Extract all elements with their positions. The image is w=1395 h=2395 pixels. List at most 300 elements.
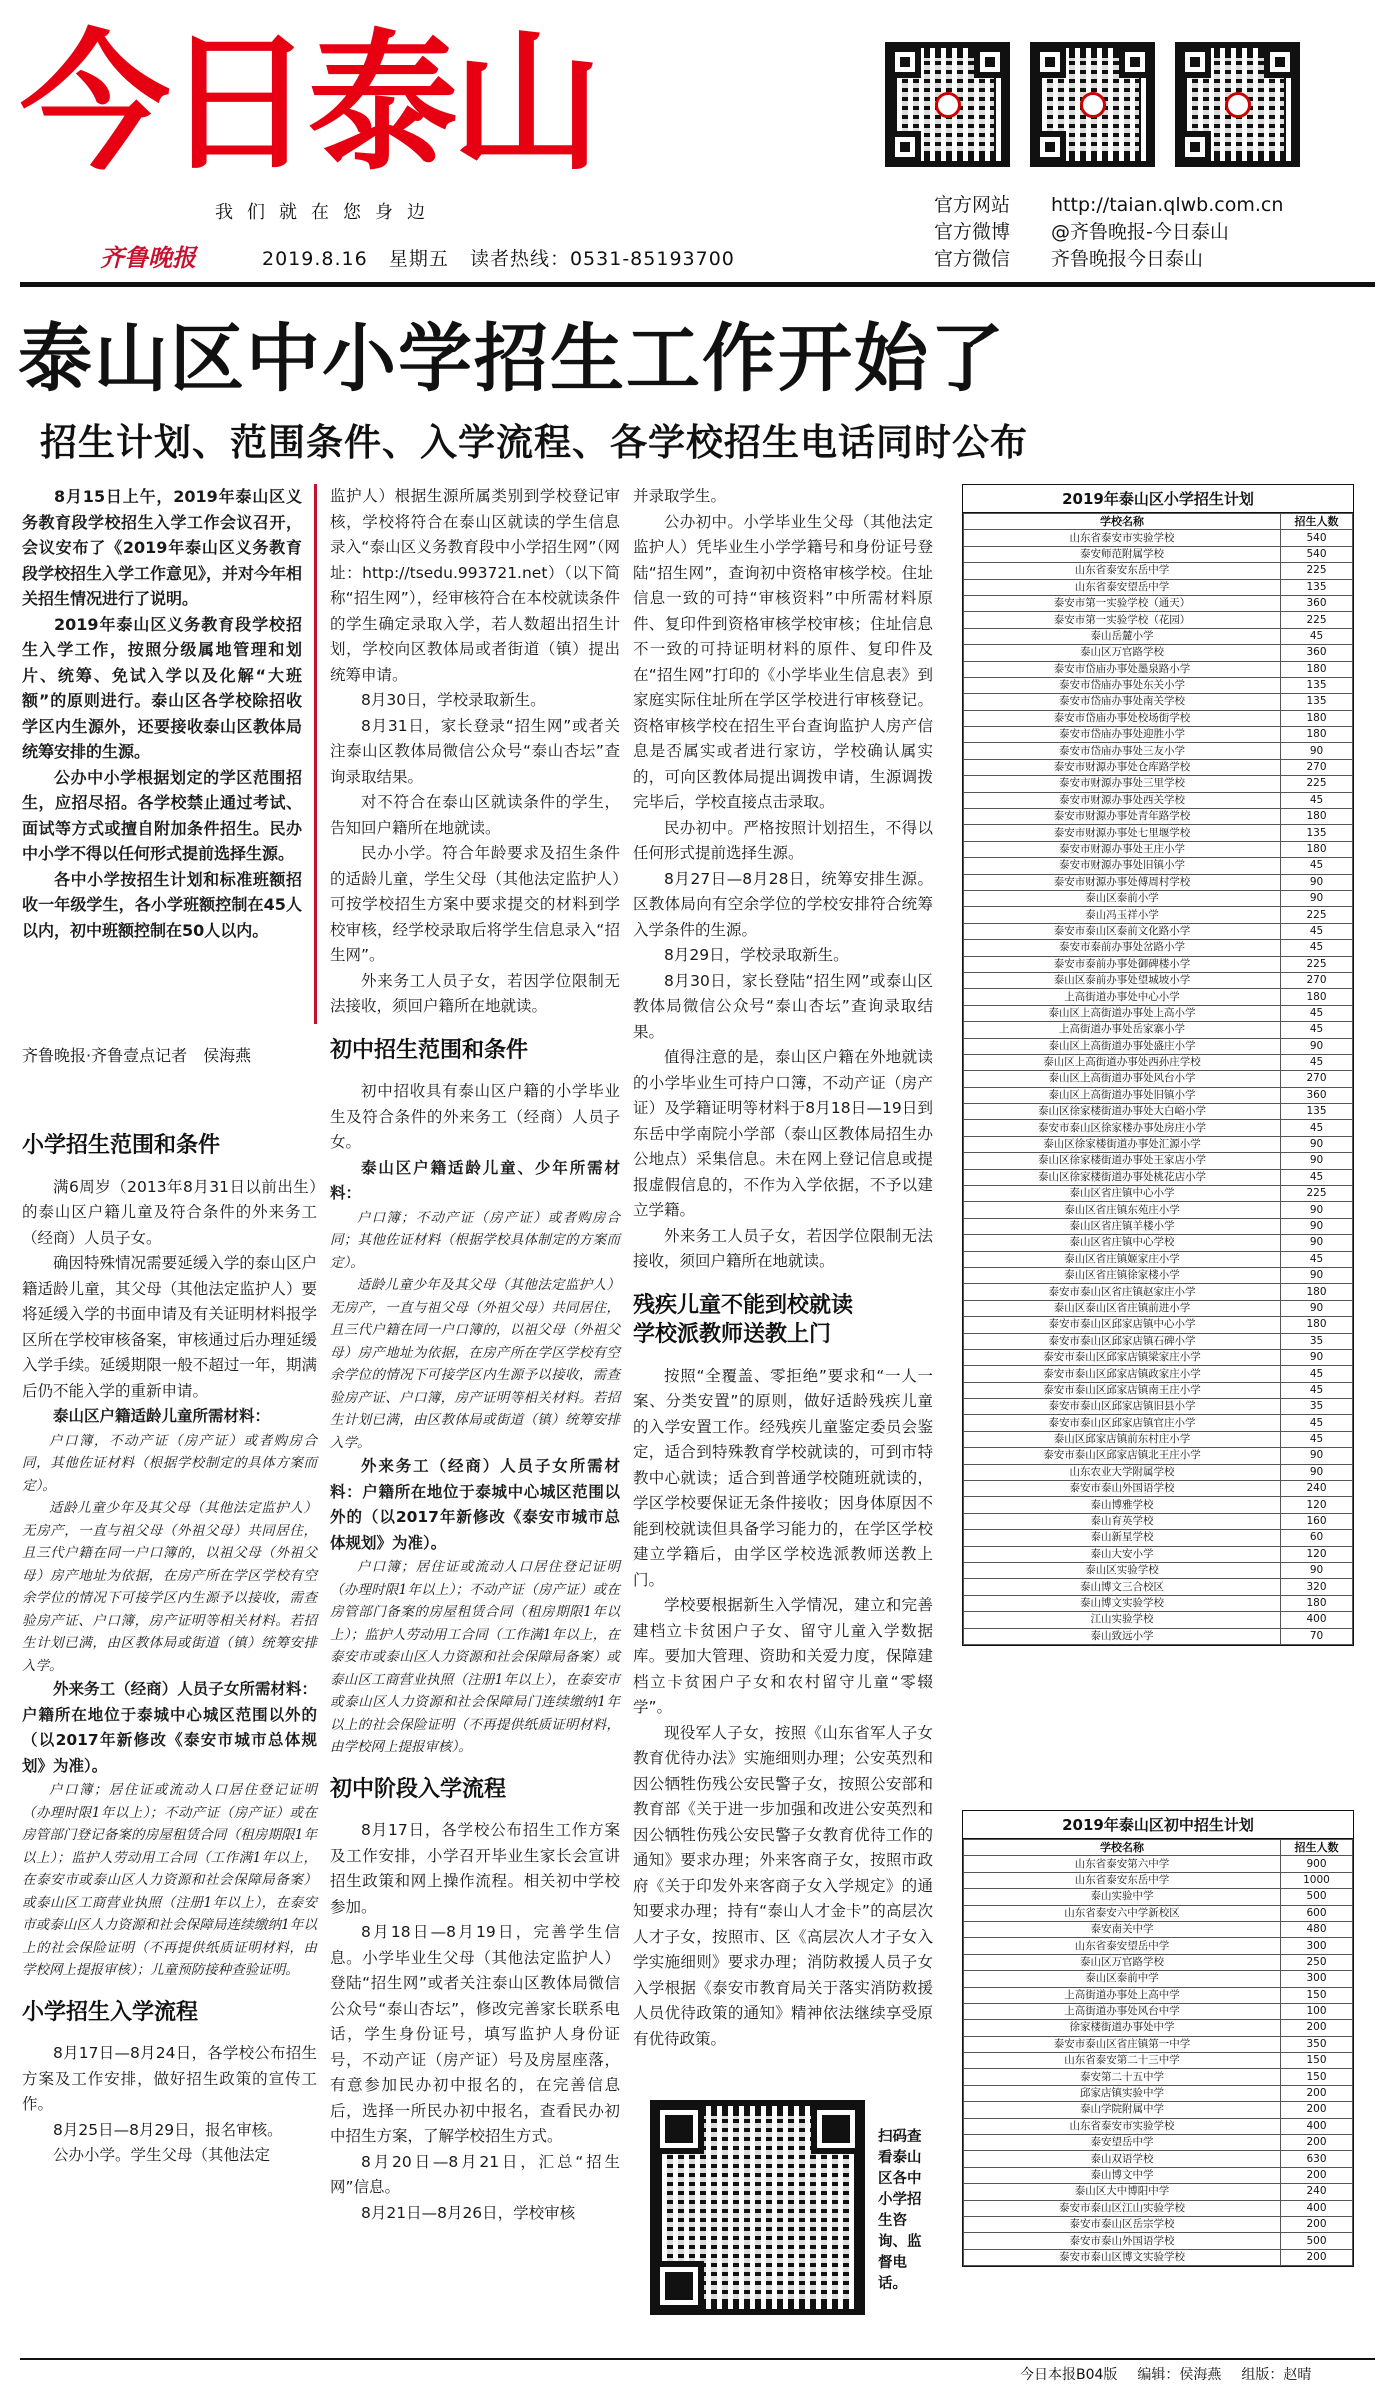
enrollment-cell: 900 <box>1281 1856 1353 1872</box>
enrollment-cell: 225 <box>1281 563 1353 579</box>
table-row <box>964 1251 1353 1267</box>
headline: 泰山区中小学招生工作开始了 <box>18 316 1006 402</box>
school-name-cell: 泰安市泰山区邱家店镇北王庄小学 <box>964 1448 1281 1464</box>
school-name-cell: 泰山区万官路学校 <box>964 1954 1281 1970</box>
enrollment-cell: 35 <box>1281 1399 1353 1415</box>
section-heading: 学校派教师送教上门 <box>633 1322 832 1347</box>
enrollment-cell: 540 <box>1281 546 1353 562</box>
table-row <box>964 759 1353 775</box>
paragraph: 公办小学。学生父母（其他法定 <box>53 2146 271 2164</box>
table-row <box>964 1136 1353 1152</box>
enrollment-cell: 180 <box>1281 1317 1353 1333</box>
enrollment-cell: 90 <box>1281 890 1353 906</box>
school-name-cell: 泰山岳麓小学 <box>964 628 1281 644</box>
table-row <box>964 2085 1353 2101</box>
school-name-cell: 泰山区泰前办事处望城坡小学 <box>964 972 1281 988</box>
school-name-cell: 泰安市岱庙办事处东关小学 <box>964 677 1281 693</box>
school-name-cell: 泰安市泰山区邱家店镇政家庄小学 <box>964 1366 1281 1382</box>
enrollment-cell: 100 <box>1281 2003 1353 2019</box>
qr-code-icon[interactable] <box>885 42 1010 167</box>
school-name-cell: 邱家店镇实验中学 <box>964 2085 1281 2101</box>
byline: 齐鲁晚报·齐鲁壹点记者 侯海燕 <box>22 1046 252 1065</box>
enrollment-cell: 400 <box>1281 1612 1353 1628</box>
enrollment-cell: 360 <box>1281 645 1353 661</box>
enrollment-cell: 160 <box>1281 1513 1353 1529</box>
enrollment-cell: 540 <box>1281 530 1353 546</box>
table-row <box>964 1366 1353 1382</box>
lead-paragraphs <box>22 484 317 1024</box>
table-row <box>964 1169 1353 1185</box>
enrollment-cell: 90 <box>1281 1464 1353 1480</box>
enrollment-cell: 90 <box>1281 1235 1353 1251</box>
school-name-cell: 泰山区上高街道办事处西孙庄学校 <box>964 1054 1281 1070</box>
school-name-cell: 山东农业大学附属学校 <box>964 1464 1281 1480</box>
school-name-cell: 泰安市第一实验学校（花园） <box>964 612 1281 628</box>
table-row <box>964 2053 1353 2069</box>
enrollment-cell: 300 <box>1281 1971 1353 1987</box>
paragraph: 满6周岁（2013年8月31日以前出生）的泰山区户籍儿童及符合条件的外来务工（经商）人员子女。 <box>22 1177 317 1247</box>
enrollment-cell: 500 <box>1281 2233 1353 2249</box>
footer <box>1020 2364 1311 2384</box>
enrollment-cell: 90 <box>1281 1202 1353 1218</box>
paragraph: 民办初中。严格按照计划招生，不得以任何形式提前选择生源。 <box>633 818 933 862</box>
school-name-cell: 泰安市泰山区江山实验学校 <box>964 2200 1281 2216</box>
school-name-cell: 泰安市财源办事处三里学校 <box>964 776 1281 792</box>
table-row <box>964 1218 1353 1234</box>
paragraph: 8月30日，学校录取新生。 <box>361 691 546 709</box>
table-row <box>964 612 1353 628</box>
enrollment-cell: 45 <box>1281 792 1353 808</box>
school-name-cell: 泰山区徐家楼街道办事处汇源小学 <box>964 1136 1281 1152</box>
school-name-cell: 泰山双语学校 <box>964 2151 1281 2167</box>
enrollment-cell: 180 <box>1281 841 1353 857</box>
table-row <box>964 1235 1353 1251</box>
table-title: 2019年泰山区小学招生计划 <box>963 485 1353 513</box>
paragraph-small: 户口簿，不动产证（房产证）或者购房合同，其他佐证材料（根据学校制定的具体方案而定）。 <box>22 1432 317 1494</box>
table-row <box>964 1497 1353 1513</box>
table-row <box>964 2184 1353 2200</box>
table-row <box>964 2216 1353 2232</box>
enrollment-cell: 45 <box>1281 1251 1353 1267</box>
enrollment-cell: 90 <box>1281 1349 1353 1365</box>
enrollment-cell: 135 <box>1281 579 1353 595</box>
table-row <box>964 694 1353 710</box>
enrollment-cell: 360 <box>1281 1087 1353 1103</box>
table-row <box>964 1349 1353 1365</box>
table-row <box>964 1905 1353 1921</box>
table-row <box>964 1071 1353 1087</box>
enrollment-cell: 150 <box>1281 2053 1353 2069</box>
table-row <box>964 2118 1353 2134</box>
table-header: 学校名称 <box>964 514 1281 530</box>
masthead <box>20 14 740 189</box>
table-row <box>964 890 1353 906</box>
enrollment-cell: 60 <box>1281 1530 1353 1546</box>
table-row <box>964 2151 1353 2167</box>
school-name-cell: 泰山区上高街道办事处盛庄小学 <box>964 1038 1281 1054</box>
enrollment-cell: 90 <box>1281 1038 1353 1054</box>
paragraph: 对不符合在泰山区就读条件的学生，告知回户籍所在地就读。 <box>330 793 620 837</box>
enrollment-cell: 360 <box>1281 595 1353 611</box>
table-row <box>964 2249 1353 2265</box>
enrollment-cell: 200 <box>1281 2085 1353 2101</box>
table-row <box>964 1038 1353 1054</box>
table-row <box>964 661 1353 677</box>
paragraph: 值得注意的是，泰山区户籍在外地就读的小学毕业生可持户口簿，不动产证（房产证）及学籍证明等材料于8月18日—19日到东岳中学南院小学部（泰山区教体局招生办公地点）采集信息。未在网上登记信息或提报虚假信息的，不作为入学依据，不予以建立学籍。 <box>633 1048 933 1219</box>
enrollment-cell: 150 <box>1281 1987 1353 2003</box>
table-row <box>964 956 1353 972</box>
enrollment-cell: 120 <box>1281 1497 1353 1513</box>
enrollment-cell: 480 <box>1281 1921 1353 1937</box>
enrollment-cell: 240 <box>1281 2184 1353 2200</box>
table-row <box>964 2003 1353 2019</box>
enrollment-cell: 90 <box>1281 874 1353 890</box>
table-row <box>964 1431 1353 1447</box>
school-name-cell: 泰安市财源办事处西关学校 <box>964 792 1281 808</box>
school-name-cell: 山东省泰安东岳中学 <box>964 563 1281 579</box>
paragraph: 监护人）根据生源所属类别到学校登记审核，学校将符合在泰山区就读的学生信息录入“泰山区义务教育段中小学招生网”（网址：http://tsedu.993721.net）（以下简称“招生网”），经审核符合在本校就读条件的学生确定录取入学，若人数超出招生计划，学校向区教体局或者街道（镇）提出统筹申请。 <box>330 487 620 684</box>
enrollment-cell: 200 <box>1281 2216 1353 2232</box>
enrollment-cell: 180 <box>1281 710 1353 726</box>
school-name-cell: 泰山区实验学校 <box>964 1563 1281 1579</box>
table-row <box>964 1284 1353 1300</box>
table-row <box>964 972 1353 988</box>
table-row <box>964 727 1353 743</box>
school-name-cell: 泰山区省庄镇徐家楼小学 <box>964 1267 1281 1283</box>
enrollment-cell: 180 <box>1281 661 1353 677</box>
school-name-cell: 泰安市财源办事处青年路学校 <box>964 809 1281 825</box>
enrollment-cell: 180 <box>1281 1595 1353 1611</box>
table-row <box>964 710 1353 726</box>
school-name-cell: 泰安市泰山外国语学校 <box>964 1481 1281 1497</box>
lead-p4: 各中小学按招生计划和标准班额招收一年级学生，各小学班额控制在45人以内，初中班额控制在50人以内。 <box>22 869 302 940</box>
qr-caption: 扫码查看泰山区各中小学招生咨询、监督电话。 <box>878 2129 922 2292</box>
paragraph: 8月29日，学校录取新生。 <box>664 946 849 964</box>
school-name-cell: 泰山区上高街道办事处旧镇小学 <box>964 1087 1281 1103</box>
school-name-cell: 泰安市岱庙办事处校场街学校 <box>964 710 1281 726</box>
table-row <box>964 792 1353 808</box>
table-row <box>964 874 1353 890</box>
school-name-cell: 泰安市财源办事处傅周村学校 <box>964 874 1281 890</box>
lead-p3: 公办中小学根据划定的学区范围招生，应招尽招。各学校禁止通过考试、面试等方式或擅自附加条件招生。民办中小学不得以任何形式提前选择生源。 <box>22 767 302 863</box>
school-name-cell: 徐家楼街道办事处中学 <box>964 2020 1281 2036</box>
school-name-cell: 山东省泰安望岳中学 <box>964 579 1281 595</box>
school-name-cell: 泰安第二十五中学 <box>964 2069 1281 2085</box>
school-name-cell: 泰山区徐家楼街道办事处王家店小学 <box>964 1153 1281 1169</box>
brand-name: 齐鲁晚报 <box>100 243 196 272</box>
table-row <box>964 743 1353 759</box>
school-name-cell: 泰安市泰前办事处岔路小学 <box>964 940 1281 956</box>
table-row <box>964 923 1353 939</box>
paragraph: 8月17日—8月24日，各学校公布招生方案及工作安排，做好招生政策的宣传工作。 <box>22 2044 317 2113</box>
paragraph: 8月27日—8月28日，统筹安排生源。区教体局向有空余学位的学校安排符合统筹入学条件的生源。 <box>633 869 933 939</box>
paragraph: 公办初中。小学毕业生父母（其他法定监护人）凭毕业生小学学籍号和身份证号登陆“招生网”，查询初中资格审核学校。住址信息一致的可持“审核资料”中所需材料原件、复印件到资格审核学校审核；住址信息不一致的可持证明材料的原件、复印件及在“招生网”打印的《小学毕业生信息表》到家庭实际住址所在学区学校进行审核登记。资格审核学校在招生平台查询监护人房产信息是否属实或者进行家访，学校确认属实的，可向区教体局提出调拨申请，生源调拨完毕后，学校直接点击录取。 <box>633 512 933 811</box>
lead-p2: 2019年泰山区义务教育段学校招生入学工作，按照分级属地管理和划片、统筹、免试入学以及化解“大班额”的原则进行。泰山区各学校除招收学区内生源外，还要接收泰山区教体局统筹安排的生源。 <box>22 614 302 761</box>
table-row <box>964 2135 1353 2151</box>
school-name-cell: 泰安市财源办事处王庄小学 <box>964 841 1281 857</box>
table-header: 招生人数 <box>1281 514 1353 530</box>
school-name-cell: 泰山区泰前小学 <box>964 890 1281 906</box>
enrollment-cell: 270 <box>1281 972 1353 988</box>
table-row <box>964 1186 1353 1202</box>
enrollment-cell: 135 <box>1281 677 1353 693</box>
school-name-cell: 泰山区泰前中学 <box>964 1971 1281 1987</box>
school-name-cell: 泰山博文三合校区 <box>964 1579 1281 1595</box>
issue-date: 2019.8.16 <box>262 248 368 270</box>
official-wechat: 官方微信 齐鲁晚报今日泰山 <box>934 248 1204 270</box>
school-name-cell: 泰安市泰山区省庄镇赵家庄小学 <box>964 1284 1281 1300</box>
weekday: 星期五 <box>388 248 449 270</box>
school-name-cell: 泰山区邱家店镇前东村庄小学 <box>964 1431 1281 1447</box>
enrollment-cell: 180 <box>1281 809 1353 825</box>
enrollment-cell: 70 <box>1281 1628 1353 1644</box>
hotline: 读者热线：0531-85193700 <box>469 248 735 270</box>
table-row <box>964 1153 1353 1169</box>
table-row <box>964 989 1353 1005</box>
layout-editor: 组版：赵晴 <box>1241 2367 1312 2383</box>
enrollment-cell: 200 <box>1281 2167 1353 2183</box>
table-row <box>964 1317 1353 1333</box>
school-name-cell: 上高街道办事处上高中学 <box>964 1987 1281 2003</box>
table-row <box>964 1889 1353 1905</box>
school-name-cell: 山东省泰安市实验学校 <box>964 2118 1281 2134</box>
paragraph-small: 户口簿；居住证或流动人口居住登记证明（办理时限1年以上）；不动产证（房产证）或在房管部门备案的房屋租赁合同（租房期限1年以上）；监护人劳动用工合同（工作满1年以上，在泰安市或泰山区人力资源和社会保障局备案）或泰山区工商营业执照（注册1年以上），在泰安市或泰山区人力资源和社会保障局门连续缴纳1年以上的社会保险证明（不再提供纸质证明材料，由学校网上提报审核）。 <box>330 1559 620 1755</box>
section-heading: 初中招生范围和条件 <box>330 1037 529 1063</box>
enrollment-cell: 135 <box>1281 825 1353 841</box>
enrollment-cell: 45 <box>1281 1120 1353 1136</box>
enrollment-cell: 600 <box>1281 1905 1353 1921</box>
paragraph: 学校要根据新生入学情况，建立和完善建档立卡贫困户子女、留守儿童入学数据库。要加大管理、资助和关爱力度，保障建档立卡贫困户子女和农村留守儿童“零辍学”。 <box>633 1596 933 1716</box>
enrollment-cell: 90 <box>1281 1218 1353 1234</box>
enrollment-cell: 135 <box>1281 694 1353 710</box>
school-name-cell: 泰山区泰山区省庄镇前进小学 <box>964 1300 1281 1316</box>
table-row <box>964 1267 1353 1283</box>
table-row <box>964 1987 1353 2003</box>
table-row <box>964 1300 1353 1316</box>
school-name-cell: 泰山育英学校 <box>964 1513 1281 1529</box>
school-name-cell: 泰安市泰山区邱家店镇南王庄小学 <box>964 1382 1281 1398</box>
enrollment-cell: 400 <box>1281 2118 1353 2134</box>
enrollment-cell: 35 <box>1281 1333 1353 1349</box>
table-row <box>964 776 1353 792</box>
school-name-cell: 泰安市泰山区邱家店镇梁家庄小学 <box>964 1349 1281 1365</box>
table-row <box>964 2167 1353 2183</box>
school-name-cell: 泰安市岱庙办事处迎胜小学 <box>964 727 1281 743</box>
enrollment-cell: 180 <box>1281 1284 1353 1300</box>
enrollment-cell: 225 <box>1281 776 1353 792</box>
school-name-cell: 山东省泰安第六中学 <box>964 1856 1281 1872</box>
section-heading: 初中阶段入学流程 <box>330 1776 507 1802</box>
newspaper-logo: 今日泰山 <box>20 17 597 191</box>
table-row <box>964 1022 1353 1038</box>
school-name-cell: 泰安市泰山区邱家店镇石碑小学 <box>964 1333 1281 1349</box>
qr-code-icon[interactable] <box>650 2100 865 2315</box>
article-column-3 <box>633 484 933 2364</box>
enrollment-cell: 300 <box>1281 1938 1353 1954</box>
paragraph: 外来务工人员子女，若因学位限制无法接收，须回户籍所在地就读。 <box>330 971 620 1015</box>
table-row <box>964 1872 1353 1888</box>
footer-rule <box>20 2358 1375 2360</box>
enrollment-cell: 45 <box>1281 1382 1353 1398</box>
school-name-cell: 泰安市第一实验学校（通天） <box>964 595 1281 611</box>
enrollment-cell: 180 <box>1281 727 1353 743</box>
table-row <box>964 1054 1353 1070</box>
school-name-cell: 泰安市岱庙办事处南关学校 <box>964 694 1281 710</box>
page-label: 今日本报B04版 <box>1020 2367 1118 2383</box>
enrollment-cell: 45 <box>1281 1054 1353 1070</box>
paragraph: 8月31日，家长登录“招生网”或者关注泰山区教体局微信公众号“泰山杏坛”查询录取结果。 <box>330 716 620 786</box>
enrollment-cell: 45 <box>1281 858 1353 874</box>
enrollment-cell: 225 <box>1281 612 1353 628</box>
section-heading: 小学招生入学流程 <box>22 1999 199 2025</box>
paragraph-small: 适龄儿童少年及其父母（其他法定监护人）无房产，一直与祖父母（外祖父母）共同居住，且三代户籍在同一户口簿的，以祖父母（外祖父母）房产地址为依据，在房产所在学区学校有空余学位的情况下可接学区内生源予以接收，需查验房产证、户口簿，房产证明等相关材料。若招生计划已满，由区教体局或街道（镇）统筹安排入学。 <box>22 1500 317 1674</box>
enrollment-cell: 45 <box>1281 1169 1353 1185</box>
table-header: 学校名称 <box>964 1840 1281 1856</box>
school-name-cell: 泰安市财源办事处旧镇小学 <box>964 858 1281 874</box>
paragraph: 外来务工人员子女，若因学位限制无法接收，须回户籍所在地就读。 <box>633 1226 933 1270</box>
school-name-cell: 泰山区省庄镇东苑庄小学 <box>964 1202 1281 1218</box>
enrollment-cell: 150 <box>1281 2069 1353 2085</box>
table-row <box>964 1202 1353 1218</box>
school-name-cell: 山东省泰安东岳中学 <box>964 1872 1281 1888</box>
table-row <box>964 2069 1353 2085</box>
table-row <box>964 907 1353 923</box>
school-name-cell: 山东省泰安望岳中学 <box>964 1938 1281 1954</box>
school-name-cell: 泰山区省庄镇中心小学 <box>964 1186 1281 1202</box>
school-name-cell: 泰山学院附属中学 <box>964 2102 1281 2118</box>
school-name-cell: 上高街道办事处风台中学 <box>964 2003 1281 2019</box>
table-row <box>964 2102 1353 2118</box>
school-name-cell: 泰山区上高街道办事处上高小学 <box>964 1005 1281 1021</box>
enrollment-cell: 90 <box>1281 1136 1353 1152</box>
school-name-cell: 泰安市财源办事处仓库路学校 <box>964 759 1281 775</box>
table-row <box>964 1938 1353 1954</box>
school-name-cell: 泰山博文中学 <box>964 2167 1281 2183</box>
enrollment-cell: 45 <box>1281 923 1353 939</box>
school-name-cell: 泰山区省庄镇羊楼小学 <box>964 1218 1281 1234</box>
paragraph: 初中招收具有泰山区户籍的小学毕业生及符合条件的外来务工（经商）人员子女。 <box>330 1082 620 1151</box>
table-header: 招生人数 <box>1281 1840 1353 1856</box>
school-name-cell: 泰山博文实验学校 <box>964 1595 1281 1611</box>
table-row <box>964 1464 1353 1480</box>
school-name-cell: 山东省泰安六中学新校区 <box>964 1905 1281 1921</box>
paragraph: 现役军人子女，按照《山东省军人子女教育优待办法》实施细则办理；公安英烈和因公牺牲伤残公安民警子女，按照公安部和教育部《关于进一步加强和改进公安英烈和因公牺牲伤残公安民警子女教育优待工作的通知》要求办理；外来客商子女，按照市政府《关于印发外来客商子女入学规定》的通知要求办理；持有“泰山人才金卡”的高层次人才子女，按照市、区《高层次人才子女入学实施细则》要求办理；消防救援人员子女入学根据《泰安市教育局关于落实消防救援人员优待政策的通知》精神依法继续享受原有优待政策。 <box>633 1723 933 2048</box>
table-row <box>964 1399 1353 1415</box>
enrollment-cell: 45 <box>1281 1415 1353 1431</box>
table-row <box>964 628 1353 644</box>
paragraph: 按照“全覆盖、零拒绝”要求和“一人一案、分类安置”的原则，做好适龄残疾儿童的入学安置工作。经残疾儿童鉴定委员会鉴定，适合到特殊教育学校就读的，可到市特教中心就读；适合到普通学校随班就读的，学区学校要保证无条件接收；因身体原因不能到校就读但具备学习能力的，在学区学校建立学籍后，由学区学校选派教师送教上门。 <box>633 1366 933 1589</box>
table-row <box>964 595 1353 611</box>
paragraph: 8月25日—8月29日，报名审核。 <box>53 2120 283 2139</box>
enrollment-cell: 90 <box>1281 1563 1353 1579</box>
school-name-cell: 江山实验学校 <box>964 1612 1281 1628</box>
paragraph-bold: 泰山区户籍适龄儿童、少年所需材料： <box>330 1158 620 1202</box>
school-name-cell: 泰山区万官路学校 <box>964 645 1281 661</box>
table-row <box>964 530 1353 546</box>
middle-enrollment-table <box>962 1810 1354 2267</box>
table-row <box>964 1120 1353 1136</box>
school-name-cell: 泰安望岳中学 <box>964 2135 1281 2151</box>
enrollment-cell: 225 <box>1281 907 1353 923</box>
school-name-cell: 泰安市泰山外国语学校 <box>964 2233 1281 2249</box>
school-name-cell: 上高街道办事处岳家寨小学 <box>964 1022 1281 1038</box>
table-row <box>964 1971 1353 1987</box>
enrollment-cell: 200 <box>1281 2020 1353 2036</box>
school-name-cell: 泰山大安小学 <box>964 1546 1281 1562</box>
enrollment-cell: 90 <box>1281 1448 1353 1464</box>
official-weibo: 官方微博 @齐鲁晚报-今日泰山 <box>934 221 1229 243</box>
primary-enrollment-table <box>962 484 1354 1646</box>
enrollment-cell: 45 <box>1281 628 1353 644</box>
table-row <box>964 1333 1353 1349</box>
table-row <box>964 677 1353 693</box>
qr-code-icon[interactable] <box>1030 42 1155 167</box>
school-name-cell: 泰安市泰山区邱家店镇中心小学 <box>964 1317 1281 1333</box>
table-row <box>964 1954 1353 1970</box>
paragraph: 8月17日，各学校公布招生工作方案及工作安排，小学召开毕业生家长会宣讲招生政策和网上操作流程。相关初中学校参加。 <box>330 1821 620 1916</box>
table-row <box>964 1921 1353 1937</box>
paragraph: 确因特殊情况需要延缓入学的泰山区户籍适龄儿童，其父母（其他法定监护人）要将延缓入学的书面申请及有关证明材料报学区所在学校审核备案，审核通过后办理延缓入学手续。延缓期限一般不超过一年，期满后仍不能入学的重新申请。 <box>22 1254 317 1400</box>
school-name-cell: 泰安市泰山区邱家店镇旧县小学 <box>964 1399 1281 1415</box>
paragraph-small: 户口簿；不动产证（房产证）或者购房合同；其他佐证材料（根据学校具体制定的方案而定）。 <box>330 1209 620 1271</box>
paragraph: 8月20日—8月21日，汇总“招生网”信息。 <box>330 2152 620 2196</box>
paragraph: 8月21日—8月26日，学校审核 <box>361 2203 576 2222</box>
table-row <box>964 940 1353 956</box>
enrollment-cell: 240 <box>1281 1481 1353 1497</box>
table-row <box>964 1628 1353 1644</box>
school-name-cell: 山东省泰安市实验学校 <box>964 530 1281 546</box>
table-title: 2019年泰山区初中招生计划 <box>963 1811 1353 1839</box>
table-row <box>964 1415 1353 1431</box>
paragraph: 民办小学。符合年龄要求及招生条件的适龄儿童，学生父母（其他法定监护人）可按学校招生方案中要求提交的材料到学校审核，经学校录取后将学生信息录入“招生网”。 <box>330 844 620 964</box>
table-row <box>964 1563 1353 1579</box>
enrollment-cell: 400 <box>1281 2200 1353 2216</box>
table-row <box>964 1087 1353 1103</box>
school-name-cell: 山东省泰安第二十三中学 <box>964 2053 1281 2069</box>
table-row <box>964 1612 1353 1628</box>
paragraph: 8月18日—8月19日，完善学生信息。小学毕业生父母（其他法定监护人）登陆“招生网”或者关注泰山区教体局微信公众号“泰山杏坛”，修改完善家长联系电话，学生身份证号，填写监护人身份证号，不动产证（房产证）号及房屋座落，有意参加民办初中报名的，在完善信息后，选择一所民办初中报名，查看民办初中招生方案，了解学校招生方式。 <box>330 1923 620 2145</box>
enrollment-cell: 45 <box>1281 1366 1353 1382</box>
school-name-cell: 泰山区省庄镇中心学校 <box>964 1235 1281 1251</box>
school-name-cell: 泰安市泰山区徐家楼办事处房庄小学 <box>964 1120 1281 1136</box>
enrollment-cell: 250 <box>1281 1954 1353 1970</box>
header-rule <box>20 282 1375 287</box>
enrollment-cell: 90 <box>1281 1300 1353 1316</box>
school-name-cell: 泰山区省庄镇姬家庄小学 <box>964 1251 1281 1267</box>
paragraph-bold: 外来务工（经商）人员子女所需材料：户籍所在地位于泰城中心城区范围以外的（以2017年新修改《泰安市城市总体规划》为准）。 <box>330 1457 620 1552</box>
enrollment-cell: 350 <box>1281 2036 1353 2052</box>
article-column-1 <box>22 1115 317 2365</box>
school-name-cell: 泰安市财源办事处七里堰学校 <box>964 825 1281 841</box>
table-row <box>964 645 1353 661</box>
enrollment-cell: 500 <box>1281 1889 1353 1905</box>
school-name-cell: 泰山区大中博阳中学 <box>964 2184 1281 2200</box>
school-name-cell: 泰山冯玉祥小学 <box>964 907 1281 923</box>
enrollment-cell: 90 <box>1281 1267 1353 1283</box>
table-row <box>964 1481 1353 1497</box>
qr-code-icon[interactable] <box>1175 42 1300 167</box>
school-name-cell: 泰安南关中学 <box>964 1921 1281 1937</box>
subheadline: 招生计划、范围条件、入学流程、各学校招生电话同时公布 <box>40 421 1028 464</box>
enrollment-cell: 200 <box>1281 2135 1353 2151</box>
enrollment-cell: 90 <box>1281 1153 1353 1169</box>
paragraph: 并录取学生。 <box>633 487 727 505</box>
school-name-cell: 泰山实验中学 <box>964 1889 1281 1905</box>
enrollment-cell: 270 <box>1281 1071 1353 1087</box>
school-name-cell: 泰山博雅学校 <box>964 1497 1281 1513</box>
section-heading: 残疾儿童不能到校就读 <box>633 1292 854 1318</box>
school-name-cell: 泰山区徐家楼街道办事处桃花店小学 <box>964 1169 1281 1185</box>
